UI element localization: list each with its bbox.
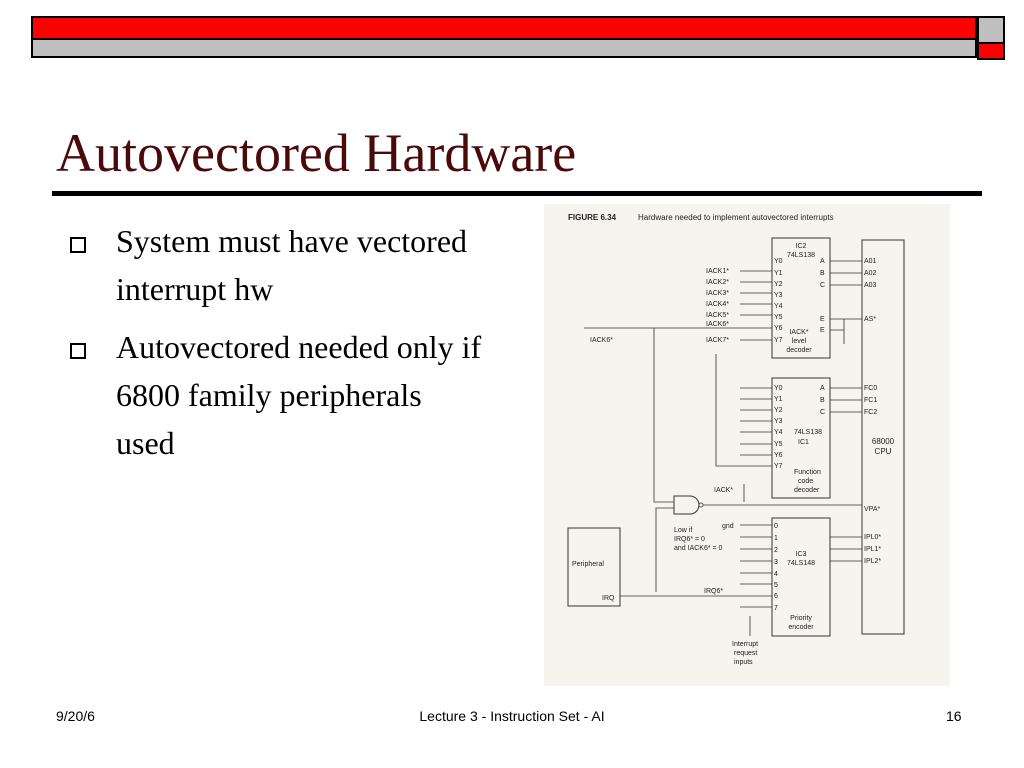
ic2-pin-e2: E <box>820 327 825 334</box>
header-gray-square <box>977 16 1005 44</box>
ic3-desc: encoder <box>788 624 814 631</box>
header-gray-bar <box>31 40 977 58</box>
square-bullet-icon <box>70 343 86 359</box>
ic2-out-y3: Y3 <box>774 292 783 299</box>
iack-label: IACK7* <box>706 337 729 344</box>
square-bullet-icon <box>70 237 86 253</box>
gate-note: and IACK6* = 0 <box>674 545 723 552</box>
ic1-out-y7: Y7 <box>774 463 783 470</box>
iack-mid-label: IACK* <box>714 487 734 494</box>
cpu-pin-a02: A02 <box>864 270 877 277</box>
ic1-desc: Function <box>794 469 821 476</box>
ic1-out-y0: Y0 <box>774 385 783 392</box>
ic2-pin-b: B <box>820 270 825 277</box>
irq-pin-label: IRQ <box>602 595 615 602</box>
footer-page: 16 <box>946 708 962 724</box>
ic2-out-y0: Y0 <box>774 258 783 265</box>
circuit-diagram <box>544 204 950 686</box>
header-red-square <box>977 44 1005 60</box>
footer-center: Lecture 3 - Instruction Set - AI <box>419 708 605 724</box>
ic1-out-y1: Y1 <box>774 396 783 403</box>
ic3-in: 4 <box>774 571 778 578</box>
cpu-pin-ipl2: IPL2* <box>864 558 882 565</box>
cpu-label: 68000 <box>871 437 895 446</box>
nand-gate <box>674 496 699 514</box>
footer-date: 9/20/6 <box>56 708 95 724</box>
ic2-pin-c: C <box>820 282 826 289</box>
ic2-part: 74LS138 <box>786 252 816 259</box>
bullet-text: System must have vectored interrupt hw <box>116 223 468 307</box>
ic1-out-y5: Y5 <box>774 441 783 448</box>
iack-label: IACK5* <box>706 312 729 319</box>
iack-label: IACK3* <box>706 290 729 297</box>
ic3-in: 3 <box>774 559 778 566</box>
interrupt-note: request <box>734 650 758 657</box>
figure-caption-label: FIGURE 6.34 <box>568 213 617 222</box>
ic2-name: IC2 <box>795 243 807 250</box>
iack-label: IACK1* <box>706 268 729 275</box>
ic2-out-y2: Y2 <box>774 281 783 288</box>
slide-title: Autovectored Hardware <box>56 123 577 183</box>
iack-label: IACK6* <box>706 321 729 328</box>
interrupt-note: inputs <box>734 659 753 666</box>
bullet-list <box>68 217 488 477</box>
ic2-out-y6: Y6 <box>774 325 783 332</box>
hardware-figure <box>544 204 950 686</box>
ic2-out-y4: Y4 <box>774 303 783 310</box>
ic3-part: 74LS148 <box>786 560 816 567</box>
ic1-part: 74LS138 <box>794 429 823 436</box>
ic1-pin-b: B <box>820 397 825 404</box>
iack6-left-label: IACK6* <box>590 337 613 344</box>
ic1-out-y6: Y6 <box>774 452 783 459</box>
cpu-pin-a03: A03 <box>864 282 877 289</box>
ic1-out-y2: Y2 <box>774 407 783 414</box>
cpu-pin-ipl0: IPL0* <box>864 534 882 541</box>
ic2-desc: level <box>791 338 807 345</box>
ic1-out-y4: Y4 <box>774 429 783 436</box>
ic1-pin-a: A <box>820 385 825 392</box>
cpu-label: CPU <box>874 447 892 456</box>
bullet-item <box>68 217 488 313</box>
bullet-item <box>68 323 488 467</box>
ic3-in: 7 <box>774 605 778 612</box>
ic2-desc: decoder <box>786 347 812 354</box>
ic3-name: IC3 <box>795 551 807 558</box>
ic3-in: 1 <box>774 535 778 542</box>
ic3-in: 2 <box>774 547 778 554</box>
ic1-out-y3: Y3 <box>774 418 783 425</box>
ic3-in: 0 <box>774 523 778 530</box>
ic1-pin-c: C <box>820 409 826 416</box>
gate-note: Low if <box>674 527 693 534</box>
irq6-label: IRQ6* <box>704 588 724 595</box>
ic3-in: 6 <box>774 593 778 600</box>
iack-label: IACK4* <box>706 301 729 308</box>
ic3-desc: Priority <box>790 615 812 622</box>
bullet-text: Autovectored needed only if 6800 family peripherals used <box>116 329 482 461</box>
peripheral-label: Peripheral <box>572 561 604 568</box>
ic1-desc: code <box>798 478 814 485</box>
interrupt-note: Interrupt <box>732 641 759 648</box>
cpu-pin-vpa: VPA* <box>864 506 881 513</box>
ic2-out-y5: Y5 <box>774 314 783 321</box>
ic2-desc: IACK* <box>789 329 809 336</box>
gate-note: IRQ6* = 0 <box>674 536 705 543</box>
cpu-pin-fc1: FC1 <box>864 397 878 404</box>
title-rule <box>52 191 982 196</box>
header-red-bar <box>31 16 977 40</box>
ic1-name: IC1 <box>798 439 809 446</box>
cpu-pin-fc0: FC0 <box>864 385 878 392</box>
gnd-label: gnd <box>722 523 734 530</box>
ic3-in: 5 <box>774 582 778 589</box>
ic2-pin-e1: E <box>820 316 825 323</box>
cpu-pin-a01: A01 <box>864 258 877 265</box>
ic2-out-y7: Y7 <box>774 337 783 344</box>
iack-label: IACK2* <box>706 279 729 286</box>
cpu-pin-ipl1: IPL1* <box>864 546 882 553</box>
ic1-desc: decoder <box>794 487 820 494</box>
ic2-out-y1: Y1 <box>774 270 783 277</box>
cpu-pin-fc2: FC2 <box>864 409 878 416</box>
figure-caption-text: Hardware needed to implement autovectored interrupts <box>638 213 834 222</box>
cpu-pin-as: AS* <box>864 316 877 323</box>
ic2-pin-a: A <box>820 258 825 265</box>
